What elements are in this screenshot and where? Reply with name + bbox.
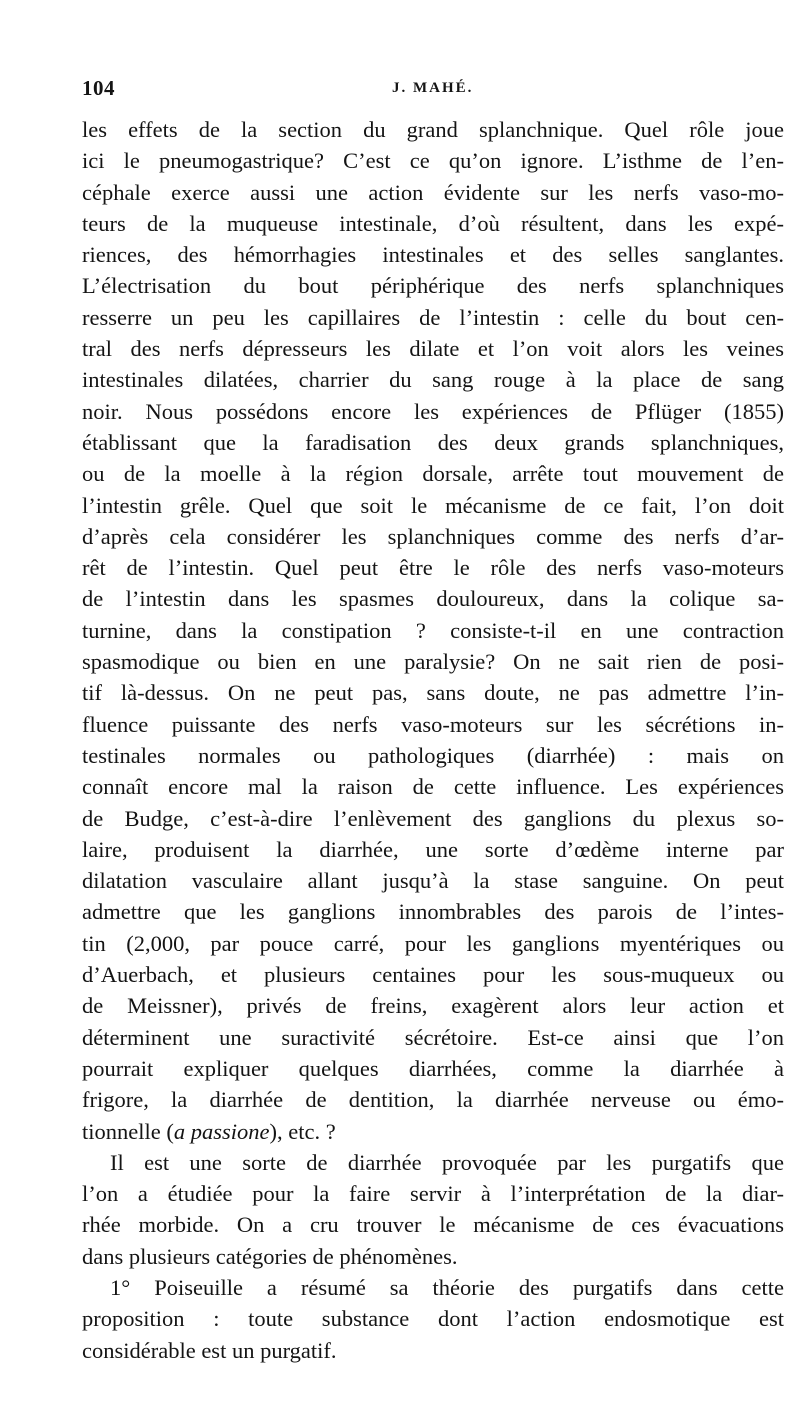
text-line-italic-phrase (82, 1116, 784, 1147)
text-line: tif là-dessus. On ne peut pas, sans doute, ne pas admettre l’in- (82, 680, 784, 706)
text-line: fluence puissante des nerfs vaso-moteurs sur les sécrétions in- (82, 711, 784, 737)
italic-phrase: a passione (173, 1118, 270, 1144)
text-line: l’intestin grêle. Quel que soit le mécanisme de ce fait, l’on doit (82, 492, 784, 518)
text-line: frigore, la diarrhée de dentition, la diarrhée nerveuse ou émo- (82, 1087, 784, 1113)
text-line: considérable est un purgatif. (82, 1337, 337, 1363)
text-fragment: ), etc. ? (269, 1118, 336, 1144)
text-line: de l’intestin dans les spasmes douloureux, dans la colique sa- (82, 586, 784, 612)
text-line: tin (2,000, par pouce carré, pour les ganglions myentériques ou (82, 930, 784, 956)
page-number: 104 (82, 76, 115, 100)
text-line: proposition : toute substance dont l’action endosmotique est (82, 1306, 784, 1332)
text-line: resserre un peu les capillaires de l’intestin : celle du bout cen- (82, 304, 784, 330)
text-line: testinales normales ou pathologiques (diarrhée) : mais on (82, 742, 784, 768)
text-line: dans plusieurs catégories de phénomènes. (82, 1243, 458, 1269)
text-line: ou de la moelle à la région dorsale, arrête tout mouvement de (82, 461, 784, 487)
text-line: L’électrisation du bout périphérique des nerfs splanchniques (82, 273, 784, 299)
paragraph-first-line: Il est une sorte de diarrhée provoquée par les purgatifs que (110, 1149, 784, 1175)
text-line: admettre que les ganglions innombrables des parois de l’intes- (82, 899, 784, 925)
text-line: les effets de la section du grand splanchnique. Quel rôle joue (82, 117, 784, 142)
text-line: ici le pneumogastrique? C’est ce qu’on ignore. L’isthme de l’en- (82, 148, 784, 174)
page-header (82, 74, 782, 106)
text-line: l’on a étudiée pour la faire servir à l’interprétation de la diar- (82, 1181, 784, 1207)
text-line: dilatation vasculaire allant jusqu’à la stase sanguine. On peut (82, 868, 784, 894)
paragraph-first-line: 1° Poiseuille a résumé sa théorie des purgatifs dans cette (110, 1274, 784, 1300)
text-line: d’après cela considérer les splanchniques comme des nerfs d’ar- (82, 523, 784, 549)
text-line: turnine, dans la constipation ? consiste-t-il en une contraction (82, 617, 784, 643)
text-line: intestinales dilatées, charrier du sang rouge à la place de sang (82, 367, 784, 393)
running-head: J. MAHÉ. (392, 80, 474, 96)
text-line: déterminent une suractivité sécrétoire. Est-ce ainsi que l’on (82, 1024, 784, 1050)
text-line: teurs de la muqueuse intestinale, d’où résultent, dans les expé- (82, 210, 784, 236)
text-line: connaît encore mal la raison de cette influence. Les expériences (82, 774, 784, 800)
text-fragment: tionnelle ( (82, 1118, 174, 1144)
text-line: établissant que la faradisation des deux grands splanchniques, (82, 429, 784, 455)
text-line: noir. Nous possédons encore les expériences de Pflüger (1855) (82, 398, 784, 424)
text-line: tral des nerfs dépresseurs les dilate et l’on voit alors les veines (82, 336, 784, 362)
text-line: laire, produisent la diarrhée, une sorte d’œdème interne par (82, 836, 784, 862)
text-line: d’Auerbach, et plusieurs centaines pour les sous-muqueux ou (82, 962, 784, 988)
body-text (82, 114, 784, 1366)
text-line: riences, des hémorrhagies intestinales et des selles sanglantes. (82, 242, 784, 268)
text-line: rhée morbide. On a cru trouver le mécanisme de ces évacuations (82, 1212, 784, 1238)
text-line: de Meissner), privés de freins, exagèrent alors leur action et (82, 993, 784, 1019)
text-line: spasmodique ou bien en une paralysie? On ne sait rien de posi- (82, 649, 784, 675)
text-line: rêt de l’intestin. Quel peut être le rôle des nerfs vaso-moteurs (82, 555, 784, 581)
text-line: pourrait expliquer quelques diarrhées, comme la diarrhée à (82, 1055, 784, 1081)
text-line: de Budge, c’est-à-dire l’enlèvement des ganglions du plexus so- (82, 805, 784, 831)
text-line: céphale exerce aussi une action évidente sur les nerfs vaso-mo- (82, 179, 784, 205)
